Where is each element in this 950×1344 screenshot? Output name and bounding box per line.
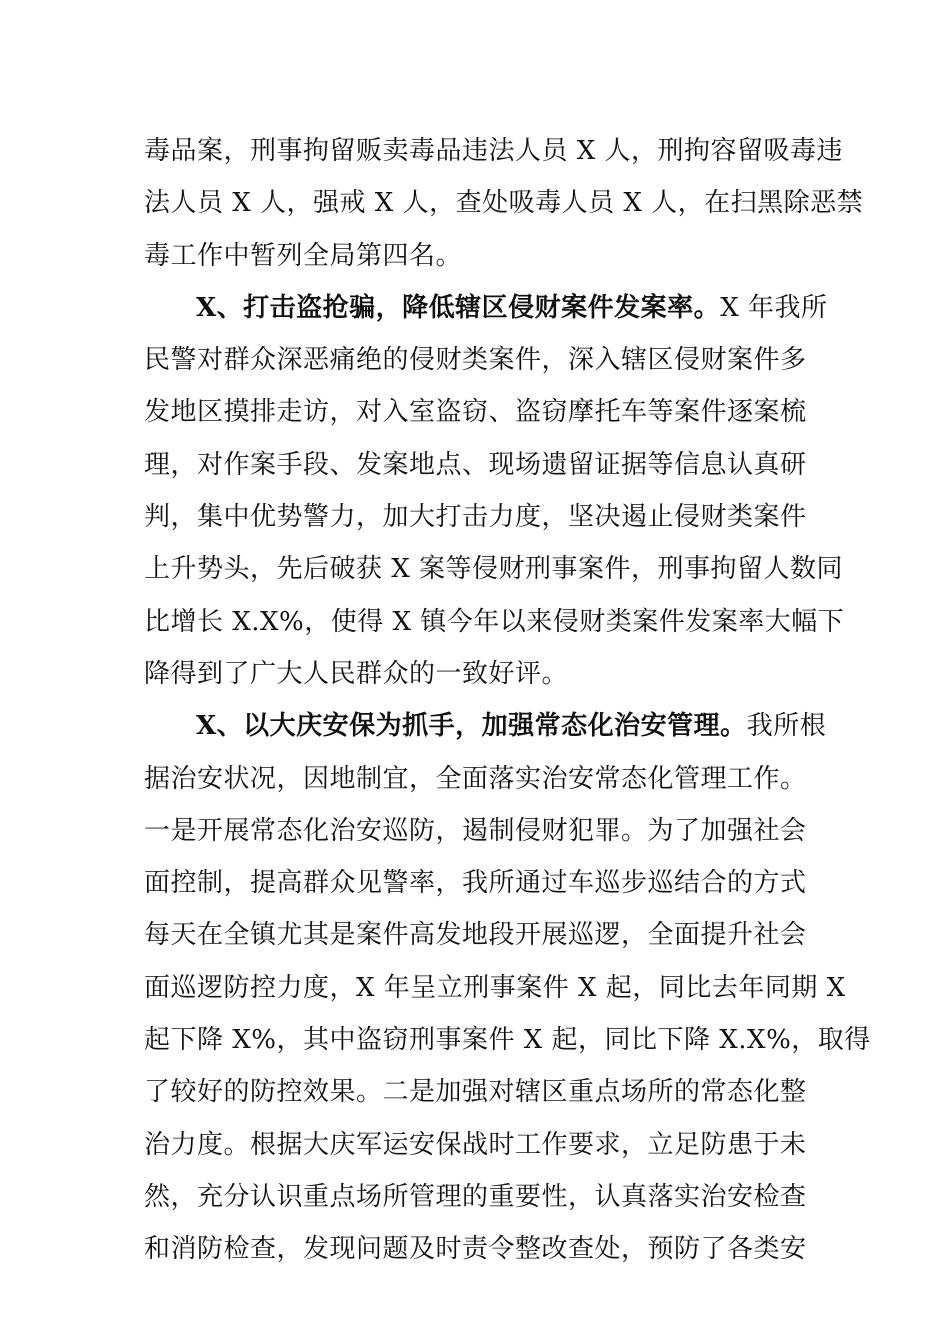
section-heading: X、以大庆安保为抓手，加强常态化治安管理。 — [196, 711, 747, 742]
text-line: 发地区摸排走访，对入室盗窃、盗窃摩托车等案件逐案梳 — [144, 397, 807, 428]
text-line: 民警对群众深恶痛绝的侵财类案件，深入辖区侵财案件多 — [144, 345, 807, 376]
text-line: 降得到了广大人民群众的一致好评。 — [144, 658, 569, 689]
text-line: 法人员 X 人，强戒 X 人，查处吸毒人员 X 人，在扫黑除恶禁 — [144, 188, 864, 219]
text-line: 面控制，提高群众见警率，我所通过车巡步巡结合的方式 — [144, 868, 807, 899]
text-line: 上升势头，先后破获 X 案等侵财刑事案件，刑事拘留人数同 — [144, 554, 844, 585]
text-line: 判，集中优势警力，加大打击力度，坚决遏止侵财类案件 — [144, 502, 807, 533]
text-line: 和消防检查，发现问题及时责令整改查处，预防了各类安 — [144, 1234, 807, 1265]
paragraph-first-line — [144, 282, 828, 334]
section-heading: X、打击盗抢骗，降低辖区侵财案件发案率。 — [196, 292, 721, 323]
text-line: 比增长 X.X%，使得 X 镇今年以来侵财类案件发案率大幅下 — [144, 606, 845, 637]
text-line: 每天在全镇尤其是案件高发地段开展巡逻，全面提升社会 — [144, 920, 807, 951]
text-line: 一是开展常态化治安巡防，遏制侵财犯罪。为了加强社会 — [144, 815, 807, 846]
text-run: X 年我所 — [720, 292, 828, 323]
text-line: 面巡逻防控力度，X 年呈立刑事案件 X 起，同比去年同期 X — [144, 972, 846, 1003]
text-line: 毒品案，刑事拘留贩卖毒品违法人员 X 人，刑拘容留吸毒违 — [144, 136, 844, 166]
paragraph-first-line — [144, 700, 827, 752]
text-line: 据治安状况，因地制宜，全面落实治安常态化管理工作。 — [144, 763, 807, 794]
text-line: 理，对作案手段、发案地点、现场遗留证据等信息认真研 — [144, 449, 807, 480]
text-line: 起下降 X%，其中盗窃刑事案件 X 起，同比下降 X.X%，取得 — [144, 1025, 871, 1056]
text-line: 然，充分认识重点场所管理的重要性，认真落实治安检查 — [144, 1181, 807, 1212]
document-body — [144, 125, 871, 1276]
text-line: 毒工作中暂列全局第四名。 — [144, 240, 463, 271]
text-line: 治力度。根据大庆军运安保战时工作要求，立足防患于未 — [144, 1129, 807, 1160]
text-line: 了较好的防控效果。二是加强对辖区重点场所的常态化整 — [144, 1077, 807, 1108]
text-run: 我所根 — [746, 711, 827, 742]
